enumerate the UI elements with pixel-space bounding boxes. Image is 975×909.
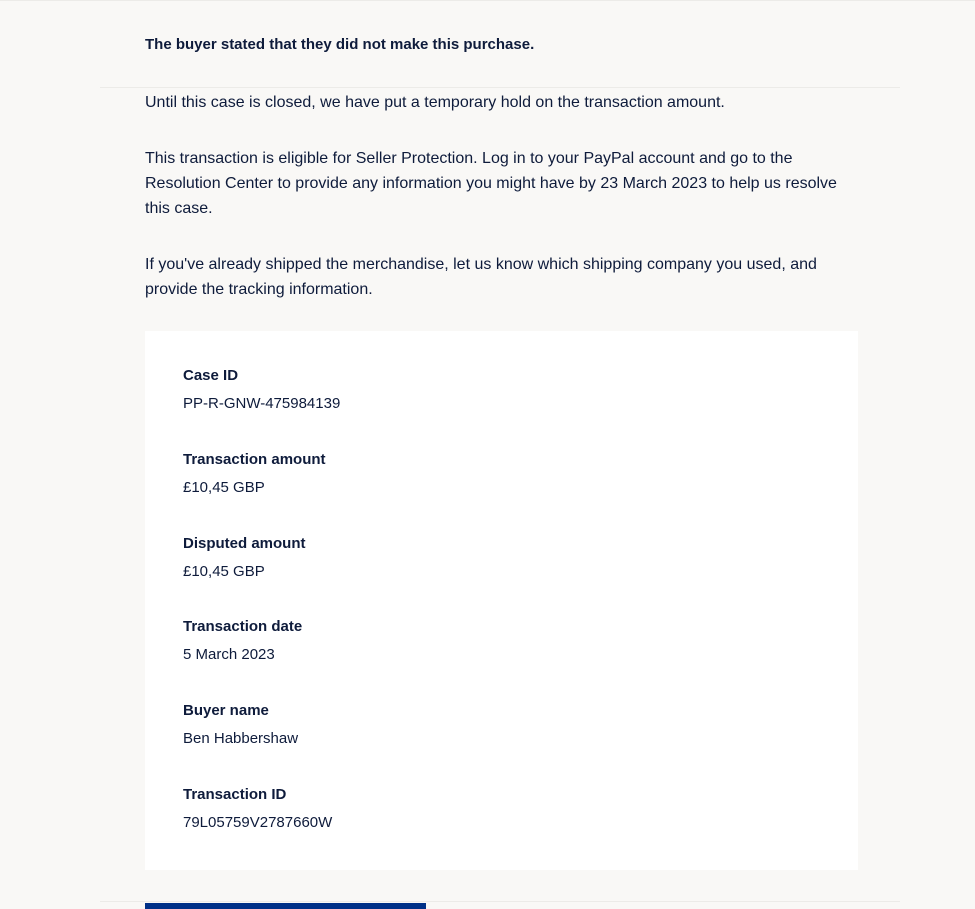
disputed-amount-field xyxy=(183,534,306,582)
transaction-date-label: Transaction date xyxy=(183,618,303,635)
transaction-amount-label: Transaction amount xyxy=(183,451,326,468)
case-headline: The buyer stated that they did not make this purchase. xyxy=(145,36,535,53)
transaction-id-value: 79L05759V2787660W xyxy=(183,814,333,831)
section-divider xyxy=(100,87,900,88)
case-id-value: PP-R-GNW-475984139 xyxy=(183,395,341,412)
case-details-card xyxy=(145,331,858,870)
transaction-id-label: Transaction ID xyxy=(183,786,287,803)
transaction-amount-field xyxy=(183,450,326,498)
case-id-label: Case ID xyxy=(183,367,239,384)
transaction-id-field xyxy=(183,785,332,833)
disputed-amount-label: Disputed amount xyxy=(183,535,306,552)
transaction-date-field xyxy=(183,617,302,665)
transaction-date-value: 5 March 2023 xyxy=(183,646,275,663)
shipping-notice: If you've already shipped the merchandise, let us know which shipping company you used, and provide the tracking information. xyxy=(145,256,817,298)
hold-notice: Until this case is closed, we have put a temporary hold on the transaction amount. xyxy=(145,94,725,111)
bottom-divider xyxy=(100,901,900,902)
buyer-name-value: Ben Habbershaw xyxy=(183,730,299,747)
disputed-amount-value: £10,45 GBP xyxy=(183,563,265,580)
buyer-name-label: Buyer name xyxy=(183,702,269,719)
resolution-center-button[interactable] xyxy=(145,903,426,909)
transaction-amount-value: £10,45 GBP xyxy=(183,479,265,496)
seller-protection-notice: This transaction is eligible for Seller Protection. Log in to your PayPal account and go to the Resolution Center to provide any information you might have by 23 March 2023 to help us resolve this case. xyxy=(145,150,837,217)
top-divider xyxy=(0,0,975,1)
buyer-name-field xyxy=(183,701,298,749)
case-id-field xyxy=(183,366,340,414)
